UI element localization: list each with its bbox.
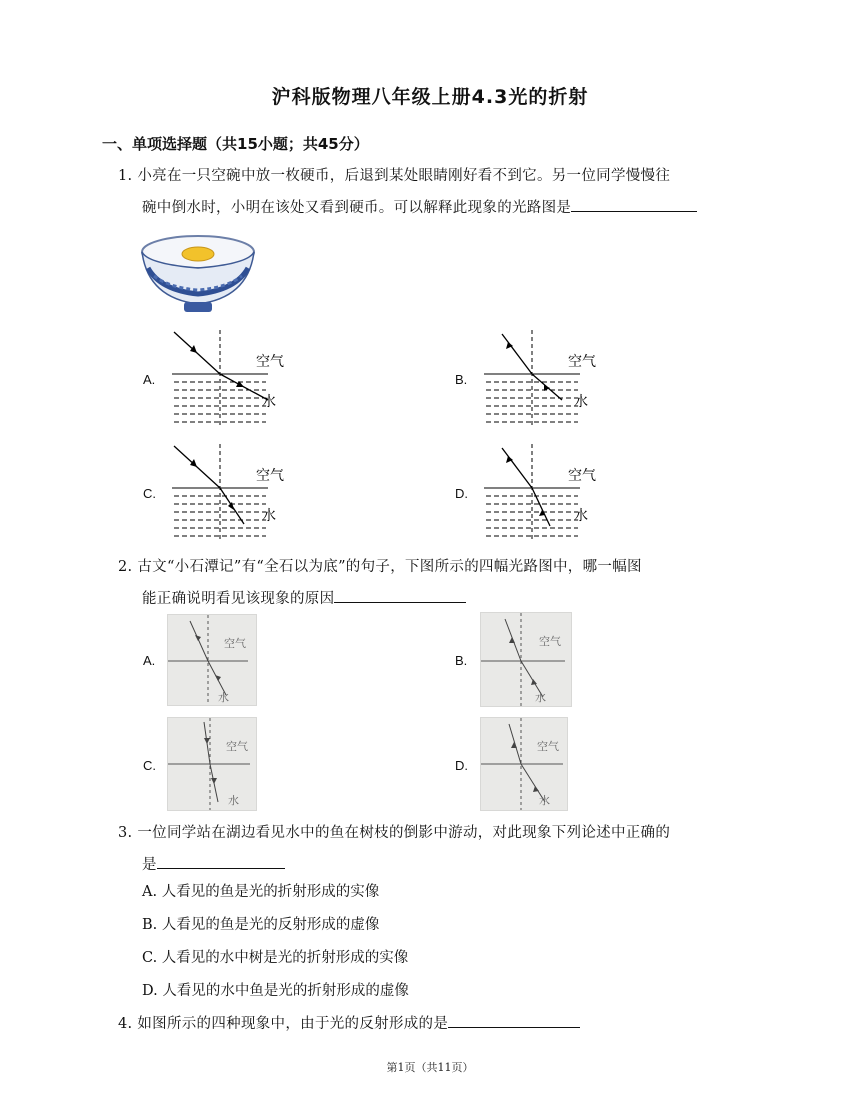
page-footer: 第1页（共11页） [386, 1061, 474, 1074]
q1-diagram-a[interactable] [170, 330, 300, 430]
q1-diagram-c[interactable] [170, 444, 300, 544]
question-3-line-2 [142, 849, 285, 881]
question-3-line-1: 3. 一位同学站在湖边看见水中的鱼在树枝的倒影中游动，对此现象下列论述中正确的 [118, 825, 671, 841]
question-2-stem-end: 能正确说明看见该现象的原因 [142, 591, 335, 607]
water-label: 水 [539, 794, 550, 807]
q2-diagram-a[interactable] [167, 614, 257, 706]
q2-diagram-c[interactable] [167, 717, 257, 811]
water-label: 水 [262, 508, 276, 524]
answer-blank[interactable] [334, 586, 466, 603]
water-label: 水 [574, 508, 588, 524]
question-3-stem-end: 是 [142, 857, 157, 873]
air-label: 空气 [537, 740, 559, 753]
air-label: 空气 [226, 740, 248, 753]
water-label: 水 [535, 691, 546, 704]
q2-option-c-label[interactable]: C. [143, 758, 156, 773]
page-title: 沪科版物理八年级上册4.3光的折射 [271, 86, 589, 108]
air-label: 空气 [256, 468, 284, 484]
answer-blank[interactable] [571, 195, 697, 212]
question-1-line-2 [142, 192, 697, 224]
q1-diagram-b[interactable] [482, 330, 612, 430]
water-label: 水 [262, 394, 276, 410]
air-label: 空气 [568, 468, 596, 484]
air-label: 空气 [256, 354, 284, 370]
answer-blank[interactable] [157, 852, 285, 869]
question-4-stem: 4. 如图所示的四种现象中，由于光的反射形成的是 [118, 1016, 449, 1032]
q2-option-b-label[interactable]: B. [455, 653, 468, 668]
question-2-line-1: 2. 古文“小石潭记”有“全石以为底”的句子，下图所示的四幅光路图中，哪一幅图 [118, 559, 642, 575]
water-label: 水 [218, 691, 229, 704]
q3-option-b[interactable]: B. 人看见的鱼是光的反射形成的虚像 [142, 917, 380, 933]
q1-diagram-d[interactable] [482, 444, 612, 544]
q3-option-d[interactable]: D. 人看见的水中鱼是光的折射形成的虚像 [142, 983, 409, 999]
q2-option-a-label[interactable]: A. [143, 653, 156, 668]
q1-option-a-label[interactable]: A. [143, 372, 156, 387]
question-4-line-1 [118, 1008, 580, 1040]
q3-option-c[interactable]: C. 人看见的水中树是光的折射形成的实像 [142, 950, 409, 966]
q1-option-d-label[interactable]: D. [455, 486, 468, 501]
question-1-stem-end: 碗中倒水时，小明在该处又看到硬币。可以解释此现象的光路图是 [142, 200, 572, 216]
air-label: 空气 [568, 354, 596, 370]
water-label: 水 [574, 394, 588, 410]
answer-blank[interactable] [448, 1011, 580, 1028]
air-label: 空气 [539, 635, 561, 648]
air-label: 空气 [224, 637, 246, 650]
question-1-line-1: 1. 小亮在一只空碗中放一枚硬币，后退到某处眼睛刚好看不到它。另一位同学慢慢往 [118, 168, 671, 184]
water-label: 水 [228, 794, 239, 807]
q2-diagram-b[interactable] [480, 612, 572, 707]
q3-option-a[interactable]: A. 人看见的鱼是光的折射形成的实像 [142, 884, 380, 900]
q1-option-c-label[interactable]: C. [143, 486, 156, 501]
q1-option-b-label[interactable]: B. [455, 372, 468, 387]
section-heading: 一、单项选择题（共15小题；共45分） [102, 135, 369, 153]
question-2-line-2 [142, 583, 466, 615]
bowl-with-coin-image [140, 228, 258, 316]
q2-diagram-d[interactable] [480, 717, 568, 811]
q2-option-d-label[interactable]: D. [455, 758, 468, 773]
